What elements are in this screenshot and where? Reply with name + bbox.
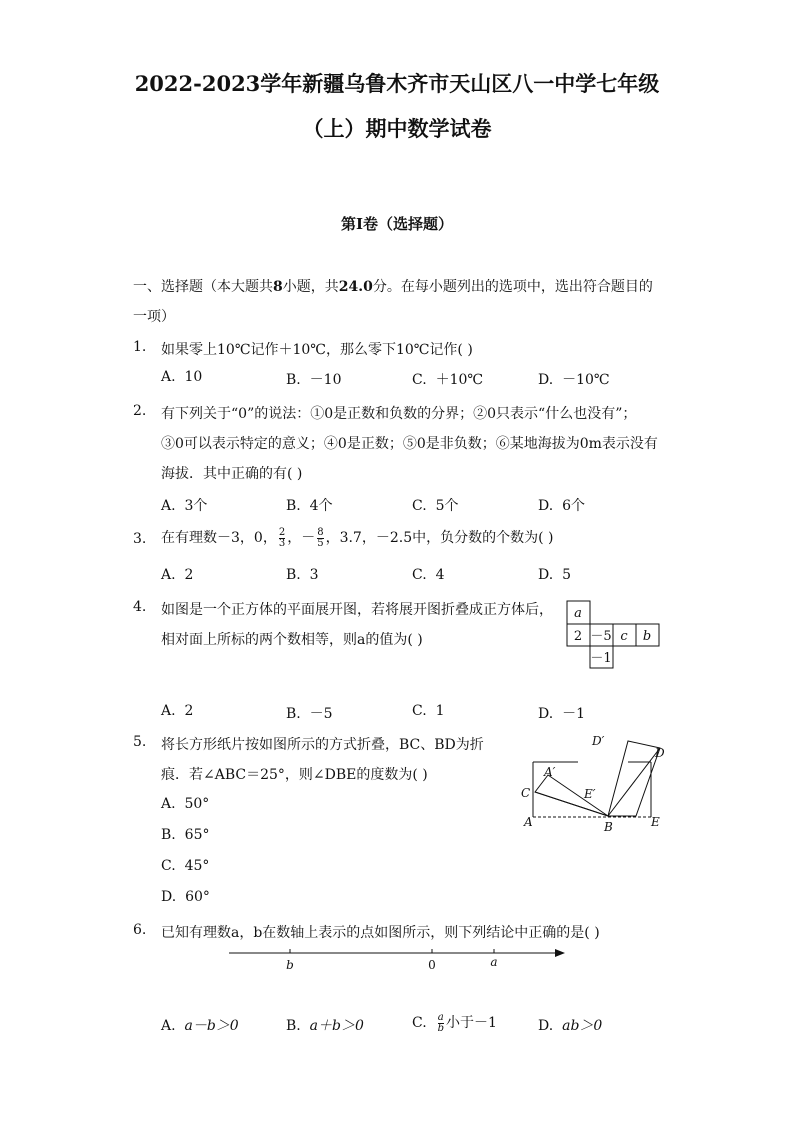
instructions-part2: 小题，共	[282, 279, 339, 295]
net-label: －1	[590, 651, 612, 666]
option-d[interactable]: D. －1	[538, 706, 586, 722]
option-d[interactable]: D. ab＞0	[538, 1018, 603, 1034]
label-b: b	[286, 958, 294, 972]
fraction: $\frac{8}{5}$	[317, 526, 324, 549]
instructions-score: 24.0	[338, 279, 373, 295]
option-c[interactable]: C. 4	[412, 567, 445, 583]
option-d[interactable]: D. 5	[538, 567, 572, 583]
option-c[interactable]: C. 5个	[412, 498, 459, 514]
page-subtitle: （上）期中数学试卷	[302, 116, 492, 141]
label-d: D	[655, 746, 665, 760]
question-text: 在有理数－3，0， $\frac{2}{3}$ ，－ $\frac{8}{5}$ ，3.7，－2.5中，负分数的个数为( )	[161, 526, 554, 549]
question-number: 5.	[133, 734, 147, 750]
question-text: 如果零上10℃记作＋10℃，那么零下10℃记作( )	[161, 342, 473, 358]
question-text: 已知有理数a，b在数轴上表示的点如图所示，则下列结论中正确的是( )	[161, 925, 600, 941]
net-label: a	[574, 606, 582, 621]
number-line-arrow	[555, 949, 565, 957]
label-zero: 0	[428, 958, 436, 972]
fraction: $\frac{2}{3}$	[278, 526, 286, 549]
option-a[interactable]: A. 10	[161, 369, 203, 385]
option-a[interactable]: A. 3个	[161, 498, 208, 514]
label-a-prime: A′	[544, 765, 556, 779]
instructions	[133, 276, 653, 296]
option-b[interactable]: B. －10	[286, 372, 342, 388]
question-text: 痕．若∠ABC＝25°，则∠DBE的度数为( )	[161, 767, 428, 783]
net-label: b	[642, 629, 652, 644]
question-text: 将长方形纸片按如图所示的方式折叠，BC、BD为折	[161, 737, 484, 753]
instructions-line2: 一项）	[133, 309, 175, 325]
option-a[interactable]: A. 50°	[161, 796, 210, 812]
option-b[interactable]: B. 65°	[161, 827, 210, 843]
crease-bd	[608, 748, 660, 816]
question-text: 海拔．其中正确的有( )	[161, 466, 303, 482]
option-c[interactable]: C. 1	[412, 703, 445, 719]
label-e: E	[651, 815, 660, 829]
option-b[interactable]: B. a＋b＞0	[286, 1018, 364, 1034]
option-d[interactable]: D. 60°	[161, 889, 210, 905]
number-line-figure	[225, 943, 570, 973]
question-number: 3.	[133, 531, 147, 547]
option-c[interactable]: C. 45°	[161, 858, 210, 874]
instructions-count: 8	[273, 279, 283, 295]
instructions-part1: 一、选择题（本大题共	[133, 279, 273, 295]
label-c: C	[521, 786, 531, 800]
option-b[interactable]: B. 4个	[286, 498, 333, 514]
question-number: 6.	[133, 922, 147, 938]
page-title: 2022-2023学年新疆乌鲁木齐市天山区八一中学七年级	[134, 71, 660, 96]
cube-net-figure	[560, 598, 670, 672]
label-a: A	[524, 815, 533, 829]
option-d[interactable]: D. －10℃	[538, 372, 610, 388]
question-text: 相对面上所标的两个数相等，则a的值为( )	[161, 632, 423, 648]
option-a[interactable]: A. a－b＞0	[161, 1018, 239, 1034]
option-d[interactable]: D. 6个	[538, 498, 586, 514]
question-text: 如图是一个正方体的平面展开图，若将展开图折叠成正方体后，	[161, 602, 553, 618]
net-label: c	[620, 629, 628, 644]
question-number: 4.	[133, 599, 147, 615]
label-d-prime: D′	[592, 734, 605, 748]
crease-bc	[535, 792, 608, 816]
fold-figure	[518, 728, 668, 836]
label-a: a	[490, 955, 498, 969]
question-number: 1.	[133, 339, 147, 355]
question-text: 有下列关于“0”的说法：①0是正数和负数的分界；②0只表示“什么也没有”；	[161, 406, 637, 422]
fraction: $\frac{a}{b}$	[437, 1011, 444, 1034]
label-e-prime: E′	[584, 787, 596, 801]
option-a[interactable]: A. 2	[161, 703, 194, 719]
instructions-part3: 分。在每小题列出的选项中，选出符合题目的	[372, 279, 653, 295]
option-b[interactable]: B. －5	[286, 706, 333, 722]
question-number: 2.	[133, 403, 147, 419]
folded-flap-d	[608, 741, 660, 816]
option-b[interactable]: B. 3	[286, 567, 319, 583]
net-label: －5	[590, 629, 612, 644]
option-a[interactable]: A. 2	[161, 567, 194, 583]
section-heading: 第I卷（选择题）	[340, 215, 454, 233]
label-b: B	[604, 820, 613, 834]
option-c[interactable]: C. $\frac{a}{b}$ 小于－1	[412, 1011, 497, 1034]
question-text: ③0可以表示特定的意义；④0是正数；⑤0是非负数；⑥某地海拔为0m表示没有	[161, 436, 658, 452]
net-label: 2	[573, 629, 583, 644]
option-c[interactable]: C. ＋10℃	[412, 372, 484, 388]
